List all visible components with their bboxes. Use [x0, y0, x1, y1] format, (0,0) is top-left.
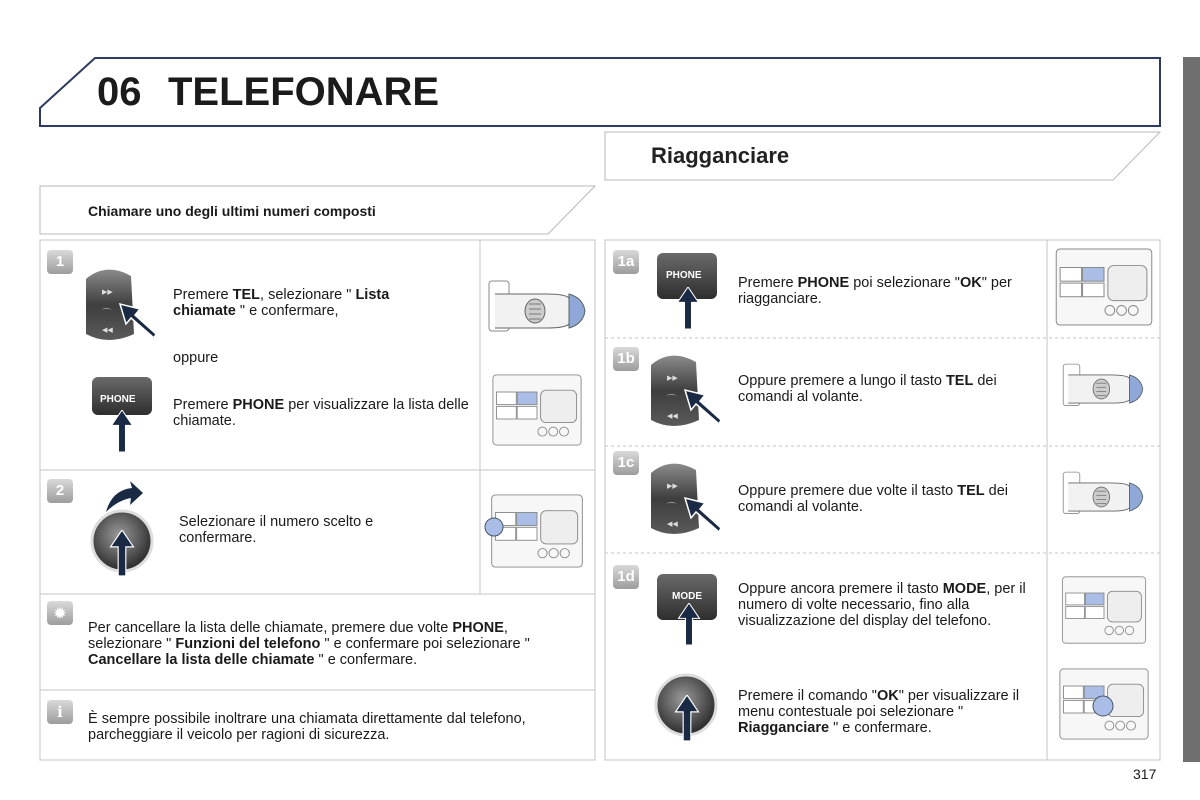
step1c-instruction: Oppure premere due volte il tasto TEL dei comandi al volante. [738, 483, 1009, 515]
lightbulb-icon: ✹ [47, 601, 73, 625]
step-badge: 1d [613, 565, 639, 589]
info-icon: i [47, 700, 73, 724]
step1-instruction-phone: Premere PHONE per visualizzare la lista delle chiamate. [173, 397, 469, 429]
step-badge: 1 [47, 250, 73, 274]
svg-text:MODE: MODE [672, 591, 702, 602]
chapter-number: 06 [97, 70, 142, 114]
info-text: È sempre possibile inoltrare una chiamata direttamente dal telefono, parcheggiare il veicolo per ragioni di sicurezza. [88, 711, 526, 743]
svg-text:PHONE: PHONE [666, 270, 702, 281]
step-badge: 2 [47, 479, 73, 503]
step2-instruction: Selezionare il numero scelto e confermare. [179, 514, 374, 546]
step-badge: 1b [613, 347, 639, 371]
step-badge: 1a [613, 250, 639, 274]
step1d-ok-instruction: Premere il comando "OK" per visualizzare il menu contestuale poi selezionare " Riagganciare " e confermare. [738, 688, 1020, 736]
step1-or: oppure [173, 350, 219, 366]
step1d-instruction: Oppure ancora premere il tasto MODE, per il numero di volte necessario, fino alla visualizzazione del display del telefono. [738, 581, 1026, 629]
step1a-instruction: Premere PHONE poi selezionare "OK" per riagganciare. [738, 275, 1012, 307]
step1b-instruction: Oppure premere a lungo il tasto TEL dei comandi al volante. [738, 373, 997, 405]
subheading: Chiamare uno degli ultimi numeri composti [88, 203, 376, 219]
phone-button-icon [92, 377, 152, 415]
section-heading: Riagganciare [651, 143, 790, 168]
step1-instruction-tel: Premere TEL, selezionare " Lista chiamate " e confermare, [173, 287, 390, 319]
svg-text:PHONE: PHONE [100, 394, 136, 405]
page-number: 317 [1133, 766, 1157, 782]
chapter-title: TELEFONARE [168, 70, 440, 114]
chapter-tab [1183, 57, 1200, 762]
tip-text: Per cancellare la lista delle chiamate, premere due volte PHONE, selezionare " Funzioni del telefono " e confermare poi selezionare " Cancellare la lista delle chiamate " e confermare. [88, 620, 530, 668]
step-badge: 1c [613, 451, 639, 475]
